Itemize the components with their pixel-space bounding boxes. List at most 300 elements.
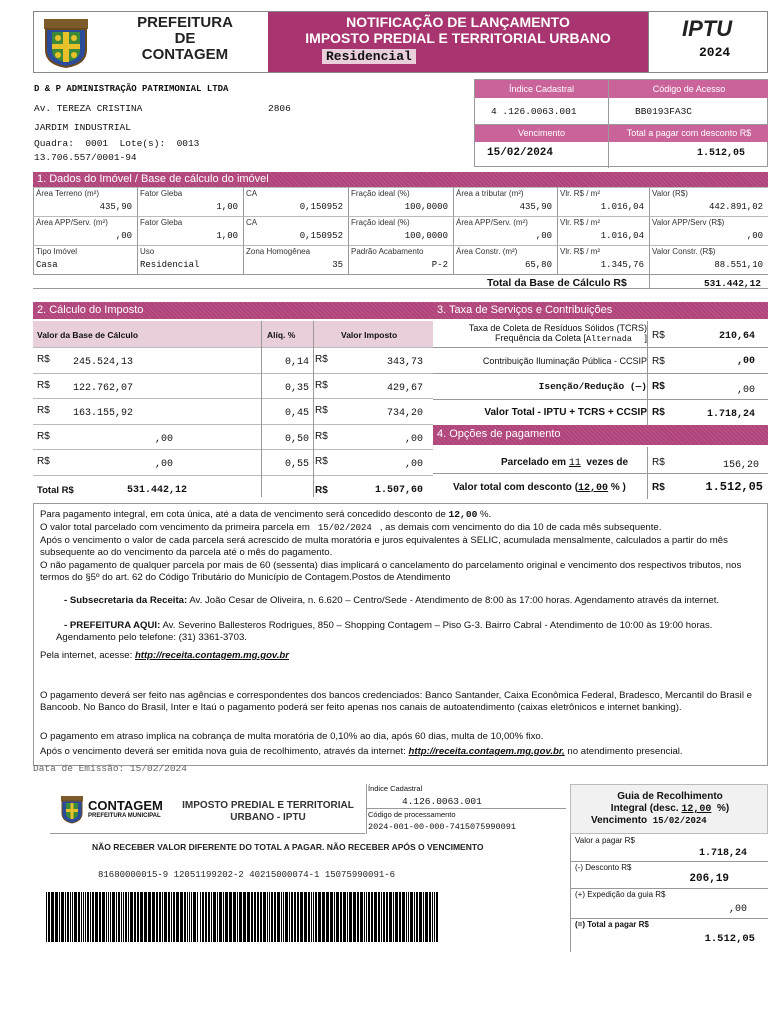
coat-of-arms-icon — [42, 18, 90, 68]
s1-cell-value: 100,0000 — [404, 202, 448, 212]
s1-cell — [243, 187, 348, 216]
barcode-bar — [353, 892, 356, 942]
s1-cell — [453, 187, 557, 216]
barcode-bar — [334, 892, 335, 942]
barcode-bar — [59, 892, 60, 942]
row-base: 122.762,07 — [73, 382, 134, 394]
barcode-bar — [51, 892, 54, 942]
owner-block — [34, 84, 470, 94]
barcode-bar — [159, 892, 161, 942]
barcode-bar — [315, 892, 317, 942]
barcode-bar — [368, 892, 370, 942]
barcode-bar — [85, 892, 86, 942]
barcode-bar — [74, 892, 77, 942]
s1-cell — [348, 245, 453, 274]
receita-link[interactable]: http://receita.contagem.mg.gov.br — [134, 650, 289, 661]
s1-cell — [557, 187, 649, 216]
barcode-bar — [102, 892, 105, 942]
row-base: ,00 — [154, 459, 173, 470]
receita-link-2[interactable]: http://receita.contagem.mg.gov.br, — [408, 746, 565, 757]
codigo-label: Código de Acesso — [609, 80, 768, 98]
barcode-bar — [366, 892, 367, 942]
col-aliq: Alíq. % — [267, 330, 296, 340]
s1-cell — [137, 245, 243, 274]
s1-cell-label: Tipo Imóvel — [36, 247, 78, 256]
s1-cell-value: 65,80 — [524, 260, 552, 270]
indice-label: Índice Cadastral — [475, 80, 608, 98]
barcode-bar — [402, 892, 405, 942]
s1-cell-label: Área APP/Serv. (m²) — [456, 218, 528, 227]
barcode-bar — [399, 892, 401, 942]
currency: R$ — [315, 430, 328, 442]
slip-brand-sub: PREFEITURA MUNICIPAL — [88, 813, 161, 819]
barcode-bar — [70, 892, 71, 942]
currency: R$ — [37, 405, 50, 416]
slip-values: Valor a pagar R$ 1.718,24 (-) Desconto R$ 206,19 (+) Expedição da guia R$ ,00 (=) Total a pagar R$ 1.512,05 — [570, 834, 768, 952]
currency: R$ — [315, 456, 328, 467]
barcode-bar — [83, 892, 84, 942]
base-total-label: Total da Base de Cálculo R$ — [487, 277, 627, 289]
section3-header: 3. Taxa de Serviços e Contribuições — [433, 302, 768, 319]
row-imp: 343,73 — [386, 357, 423, 368]
barcode-bar — [254, 892, 256, 942]
info-p5: - Subsecretaria da Receita: Av. João Cesar de Oliveira, n. 6.620 – Centro/Sede - Atendimento de 8:00 às 17:00 horas. Agendamento através da internet. — [64, 595, 720, 606]
barcode-bar — [148, 892, 151, 942]
barcode-bar — [260, 892, 262, 942]
barcode-bar — [112, 892, 115, 942]
s1-cell — [33, 216, 137, 245]
tax-row — [33, 373, 433, 399]
tax-row — [33, 449, 433, 475]
info-p7: Pela internet, acesse: http://receita.contagem.mg.gov.br — [40, 650, 289, 661]
barcode-bar — [213, 892, 216, 942]
s1-cell-label: Área Constr. (m²) — [456, 247, 518, 256]
barcode-bar — [410, 892, 413, 942]
s1-cell-value: 1.016,04 — [600, 231, 644, 241]
s1-cell-value: 1,00 — [216, 202, 238, 212]
slip-codes: Índice Cadastral 4.126.0063.001 Código de processamento 2024-001-00-000-7415075990091 — [366, 784, 566, 834]
barcode-bar — [121, 892, 122, 942]
row-base: 245.524,13 — [73, 357, 134, 368]
total-value: 1.718,24 — [706, 409, 755, 420]
barcode-bar — [72, 892, 73, 942]
expedicao: ,00 — [728, 904, 747, 915]
barcode-bar — [191, 892, 192, 942]
barcode-bar — [406, 892, 407, 942]
venc-label: Vencimento — [475, 124, 608, 142]
s1-cell-label: Uso — [140, 247, 155, 256]
barcode-bar — [432, 892, 433, 942]
barcode — [44, 892, 442, 942]
s1-cell-label: CA — [246, 218, 258, 227]
barcode-bar — [189, 892, 190, 942]
isencao-label: Isenção/Redução (—) — [538, 381, 647, 392]
row-aliq: 0,35 — [284, 382, 309, 394]
s1-cell-label: Área a tributar (m²) — [456, 189, 524, 198]
barcode-bar — [46, 892, 47, 942]
base-total-value: 531.442,12 — [703, 278, 761, 289]
s1-cell-value: 442.891,02 — [708, 202, 763, 212]
barcode-bar — [116, 892, 117, 942]
info-p6: - PREFEITURA AQUI: Av. Severino Ballesteros Rodrigues, 850 – Shopping Contagem – Piso G-3. Bairro Cabral - Atendimento de 10:00 às 19:00 horas. Agendamento pelo telefone: (31) 3361-3703. — [56, 620, 713, 643]
barcode-bar — [168, 892, 170, 942]
slip-coat-of-arms-icon — [60, 796, 84, 824]
barcode-bar — [429, 892, 431, 942]
owner-doc: 13.706.557/0001-94 — [34, 152, 137, 163]
barcode-bar — [137, 892, 139, 942]
s1-cell-value: 1,00 — [216, 231, 238, 241]
s1-cell-value: Residencial — [140, 260, 200, 270]
barcode-bar — [349, 892, 352, 942]
row-imp: ,00 — [404, 459, 423, 470]
ccsip-label: Contribuição Iluminação Pública - CCSIP — [482, 356, 647, 366]
owner-street: Av. TEREZA CRISTINA — [34, 103, 143, 114]
barcode-bar — [67, 892, 69, 942]
s1-cell-label: Fração ideal (%) — [351, 218, 410, 227]
s1-cell-label: Zona Homogênea — [246, 247, 311, 256]
barcode-bar — [219, 892, 222, 942]
s1-cell-value: 1.345,76 — [600, 260, 644, 270]
barcode-bar — [395, 892, 398, 942]
barcode-bar — [205, 892, 207, 942]
barcode-bar — [48, 892, 50, 942]
barcode-bar — [416, 892, 418, 942]
barcode-bar — [322, 892, 325, 942]
s1-cell-label: CA — [246, 189, 258, 198]
barcode-bar — [294, 892, 296, 942]
currency: R$ — [37, 379, 50, 391]
barcode-bar — [285, 892, 288, 942]
barcode-bar — [108, 892, 109, 942]
desconto-label: Valor total com desconto (12,00 % ) — [453, 482, 626, 494]
linha-digitavel: 81680000015-9 12051199202-2 40215000074-1 15075990091-6 — [98, 870, 396, 880]
barcode-bar — [118, 892, 120, 942]
barcode-bar — [386, 892, 388, 942]
tax-total-row — [33, 475, 433, 499]
info-p10: Após o vencimento deverá ser emitida nova guia de recolhimento, através da internet: http://receita.contagem.mg.gov.br, no atendimento presencial. — [40, 746, 683, 757]
barcode-bar — [283, 892, 284, 942]
barcode-bar — [300, 892, 303, 942]
barcode-bar — [125, 892, 127, 942]
info-p1: Para pagamento integral, em cota única, até a data de vencimento será concedido desconto de 12,00 %. — [40, 509, 492, 520]
s1-cell — [33, 245, 137, 274]
year: 2024 — [699, 45, 731, 60]
tax-row — [33, 347, 433, 373]
s1-cell — [649, 216, 768, 245]
subtitle: Residencial — [322, 49, 416, 64]
desconto-value: 1.512,05 — [705, 480, 763, 494]
slip-tax: IMPOSTO PREDIAL E TERRITORIAL URBANO - IPTU — [182, 800, 354, 823]
s1-cell-value: 88.551,10 — [714, 260, 763, 270]
barcode-bar — [425, 892, 428, 942]
s1-cell-value: 435,90 — [99, 202, 132, 212]
s1-cell-label: Fator Gleba — [140, 189, 183, 198]
slip-proc: 2024-001-00-000-7415075990091 — [368, 822, 516, 832]
currency: R$ — [37, 456, 50, 467]
barcode-bar — [308, 892, 310, 942]
barcode-bar — [208, 892, 210, 942]
summary-box — [474, 79, 768, 167]
s1-cell-value: 0,150952 — [299, 231, 343, 241]
barcode-bar — [87, 892, 89, 942]
barcode-bar — [225, 892, 228, 942]
section2-header: 2. Cálculo do Imposto — [33, 302, 433, 319]
slip-brand: CONTAGEM — [88, 798, 163, 813]
s1-cell-label: Vlr. R$ / m² — [560, 247, 601, 256]
currency: R$ — [315, 354, 328, 365]
s1-cell — [348, 216, 453, 245]
header — [33, 11, 768, 73]
currency: R$ — [315, 484, 328, 496]
s1-cell-value: P-2 — [431, 260, 448, 270]
tcrs-value: 210,64 — [718, 331, 755, 342]
barcode-bar — [408, 892, 409, 942]
s1-cell-value: 35 — [332, 260, 343, 270]
total-pagar: 1.512,05 — [704, 933, 755, 945]
s1-cell — [557, 216, 649, 245]
barcode-bar — [223, 892, 224, 942]
emissao-date: Data de Emissão: 15/02/2024 — [33, 763, 187, 774]
barcode-bar — [436, 892, 438, 942]
barcode-bar — [233, 892, 236, 942]
barcode-bar — [247, 892, 250, 942]
section4-body: Parcelado em 11 vezes de R$ 156,20 Valor total com desconto (12,00 % ) R$ 1.512,05 — [433, 447, 768, 499]
barcode-bar — [357, 892, 359, 942]
barcode-bar — [99, 892, 101, 942]
barcode-bar — [267, 892, 268, 942]
barcode-bar — [263, 892, 266, 942]
barcode-bar — [281, 892, 282, 942]
parcela-value: 156,20 — [722, 460, 759, 471]
section4-header: 4. Opções de pagamento — [433, 425, 768, 445]
barcode-bar — [347, 892, 348, 942]
barcode-bar — [162, 892, 163, 942]
barcode-bar — [90, 892, 91, 942]
barcode-bar — [251, 892, 253, 942]
owner-district: JARDIM INDUSTRIAL — [34, 122, 131, 133]
venc-value: 15/02/2024 — [487, 147, 554, 159]
barcode-bar — [419, 892, 422, 942]
total-value: 1.512,05 — [696, 148, 745, 159]
owner-name: D & P ADMINISTRAÇÃO PATRIMONIAL LTDA — [34, 84, 229, 94]
indice-value: 4 .126.0063.001 — [491, 106, 577, 117]
barcode-bar — [374, 892, 377, 942]
barcode-bar — [274, 892, 276, 942]
s1-cell — [137, 216, 243, 245]
s1-cell — [243, 245, 348, 274]
desconto: 206,19 — [689, 873, 729, 885]
total-base: 531.442,12 — [127, 484, 188, 496]
s1-cell — [453, 245, 557, 274]
s1-cell-label: Fração ideal (%) — [351, 189, 410, 198]
section3-body: Taxa de Coleta de Resíduos Sólidos (TCRS) Frequência da Coleta [Alternada ] R$ 210,64 Contribuição Iluminação Pública - CCSIP R$ ,00 Isenção/Redução (—) R$ ,00 Valor Total - IPTU + TCRS + CCSIP R$ 1.718,24 — [433, 321, 768, 425]
codigo-value: BB0193FA3C — [635, 106, 693, 117]
barcode-bar — [134, 892, 136, 942]
col-imp: Valor Imposto — [341, 330, 398, 340]
barcode-bar — [211, 892, 212, 942]
section2-rows — [33, 347, 433, 497]
isencao-value: ,00 — [736, 385, 755, 396]
row-base: 163.155,92 — [73, 408, 134, 419]
slip-header — [50, 786, 365, 834]
barcode-bar — [130, 892, 133, 942]
title-line1: NOTIFICAÇÃO DE LANÇAMENTO — [346, 14, 570, 30]
parcelado-label: Parcelado em 11 vezes de — [501, 457, 629, 469]
barcode-bar — [95, 892, 98, 942]
row-imp: ,00 — [404, 433, 423, 445]
s1-cell — [243, 216, 348, 245]
barcode-bar — [277, 892, 280, 942]
s1-cell-value: ,00 — [746, 231, 763, 241]
s1-cell — [649, 245, 768, 274]
barcode-bar — [257, 892, 259, 942]
total-imp: 1.507,60 — [374, 484, 423, 496]
barcode-bar — [110, 892, 111, 942]
barcode-bar — [152, 892, 155, 942]
barcode-bar — [269, 892, 270, 942]
barcode-bar — [311, 892, 312, 942]
info-p4: O não pagamento de qualquer parcela por mais de 60 (sessenta) dias implicará o cancelamento do parcelamento original e vencimento dos respectivos tributos, nos termos do §5º do art. 62 do Código Tributário do Município de Contagem.Postos de Atendimento — [40, 560, 742, 583]
s1-cell-label: Valor (R$) — [652, 189, 688, 198]
barcode-bar — [340, 892, 342, 942]
barcode-bar — [434, 892, 435, 942]
barcode-bar — [378, 892, 380, 942]
barcode-bar — [237, 892, 238, 942]
s1-cell-label: Vlr. R$ / m² — [560, 218, 601, 227]
barcode-bar — [371, 892, 373, 942]
slip-warning: NÃO RECEBER VALOR DIFERENTE DO TOTAL A PAGAR. NÃO RECEBER APÓS O VENCIMENTO — [92, 842, 484, 852]
s1-cell — [137, 187, 243, 216]
barcode-bar — [123, 892, 124, 942]
barcode-bar — [381, 892, 382, 942]
s1-cell-value: Casa — [36, 260, 58, 270]
s1-cell-value: ,00 — [535, 231, 552, 241]
barcode-bar — [187, 892, 188, 942]
currency: R$ — [37, 354, 50, 365]
barcode-bar — [217, 892, 218, 942]
barcode-bar — [393, 892, 394, 942]
barcode-bar — [336, 892, 339, 942]
info-p3: Após o vencimento o valor de cada parcela será acrescido de multa moratória e juros equivalentes à SELIC, acumulada mensalmente, calculados a partir do mês subsequente ao do vencimento da parcela até o mês do pagamento. — [40, 535, 728, 558]
barcode-bar — [304, 892, 307, 942]
owner-quadra: Quadra: 0001 Lote(s): 0013 — [34, 138, 200, 149]
row-aliq: 0,55 — [284, 459, 309, 470]
barcode-bar — [156, 892, 158, 942]
info-p9: O pagamento em atraso implica na cobrança de multa moratória de 0,10% ao dia, após 60 dias, multa de 10,00% fixo. — [40, 731, 544, 742]
tax-row — [33, 398, 433, 424]
s1-cell-label: Vlr. R$ / m² — [560, 189, 601, 198]
valor-pagar: 1.718,24 — [698, 848, 747, 859]
row-aliq: 0,14 — [284, 357, 309, 368]
prefeitura-name: PREFEITURA DE CONTAGEM — [137, 14, 233, 63]
s1-cell-label: Valor APP/Serv (R$) — [652, 218, 725, 227]
barcode-bar — [173, 892, 175, 942]
barcode-bar — [78, 892, 80, 942]
barcode-bar — [318, 892, 321, 942]
barcode-bar — [200, 892, 201, 942]
s1-cell — [33, 187, 137, 216]
s1-cell-label: Padrão Acabamento — [351, 247, 424, 256]
barcode-bar — [61, 892, 64, 942]
owner-number: 2806 — [268, 103, 291, 114]
row-aliq: 0,50 — [284, 433, 309, 445]
s1-cell — [453, 216, 557, 245]
barcode-bar — [128, 892, 129, 942]
barcode-bar — [423, 892, 424, 942]
barcode-bar — [202, 892, 204, 942]
section2-col-headers — [33, 321, 433, 347]
total-label: Total R$ — [37, 484, 74, 496]
title-line2: IMPOSTO PREDIAL E TERRITORIAL URBANO — [305, 30, 611, 46]
barcode-bar — [364, 892, 365, 942]
tax-row — [33, 424, 433, 450]
barcode-bar — [243, 892, 246, 942]
barcode-bar — [297, 892, 299, 942]
row-base: ,00 — [154, 433, 173, 445]
s1-cell-value: ,00 — [115, 231, 132, 241]
total-label: Valor Total - IPTU + TCRS + CCSIP — [484, 407, 647, 418]
s1-cell-value: 0,150952 — [299, 202, 343, 212]
s1-cell — [348, 187, 453, 216]
barcode-bar — [289, 892, 290, 942]
total-label: Total a pagar com desconto R$ — [609, 124, 768, 142]
s1-cell-value: 1.016,04 — [600, 202, 644, 212]
currency: R$ — [37, 430, 50, 442]
currency: R$ — [315, 405, 328, 416]
ccsip-value: ,00 — [736, 356, 755, 367]
barcode-bar — [106, 892, 107, 942]
s1-cell-label: Fator Gleba — [140, 218, 183, 227]
s1-cell — [557, 245, 649, 274]
iptu-label: IPTU — [682, 16, 733, 41]
barcode-bar — [271, 892, 273, 942]
barcode-bar — [383, 892, 385, 942]
barcode-bar — [193, 892, 196, 942]
slip-indice: 4.126.0063.001 — [402, 796, 482, 807]
barcode-bar — [144, 892, 147, 942]
barcode-bar — [229, 892, 232, 942]
s1-cell-label: Área Terreno (m²) — [36, 189, 99, 198]
s1-cell — [649, 187, 768, 216]
barcode-bar — [81, 892, 82, 942]
barcode-bar — [65, 892, 66, 942]
s1-cell-label: Valor Constr. (R$) — [652, 247, 716, 256]
row-imp: 429,67 — [386, 382, 423, 394]
barcode-bar — [414, 892, 415, 942]
barcode-bar — [55, 892, 58, 942]
barcode-bar — [389, 892, 392, 942]
s1-cell-value: 435,90 — [519, 202, 552, 212]
row-imp: 734,20 — [386, 408, 423, 419]
barcode-bar — [184, 892, 186, 942]
barcode-bar — [164, 892, 167, 942]
barcode-bar — [197, 892, 198, 942]
row-aliq: 0,45 — [284, 408, 309, 419]
barcode-bar — [291, 892, 293, 942]
barcode-bar — [92, 892, 94, 942]
barcode-bar — [343, 892, 346, 942]
barcode-bar — [326, 892, 329, 942]
barcode-bar — [239, 892, 242, 942]
barcode-bar — [330, 892, 333, 942]
s1-cell-value: 100,0000 — [404, 231, 448, 241]
section1-header: 1. Dados do Imóvel / Base de cálculo do imóvel — [33, 172, 768, 187]
currency: R$ — [315, 379, 328, 391]
barcode-bar — [180, 892, 183, 942]
tcrs-label: Taxa de Coleta de Resíduos Sólidos (TCRS) Frequência da Coleta [Alternada ] — [468, 323, 647, 344]
info-p8: O pagamento deverá ser feito nas agências e correspondentes dos bancos credenciados: Banco Santander, Caixa Econômica Federal, Bradesco, Mercantil do Brasil e Bancoob. No Banco do Brasil, Inter e Itaú o pagamento poderá ser feito apenas nos canais de autoatendimento (caixas eletrônicos e internet banking). — [40, 690, 752, 713]
barcode-bar — [360, 892, 363, 942]
